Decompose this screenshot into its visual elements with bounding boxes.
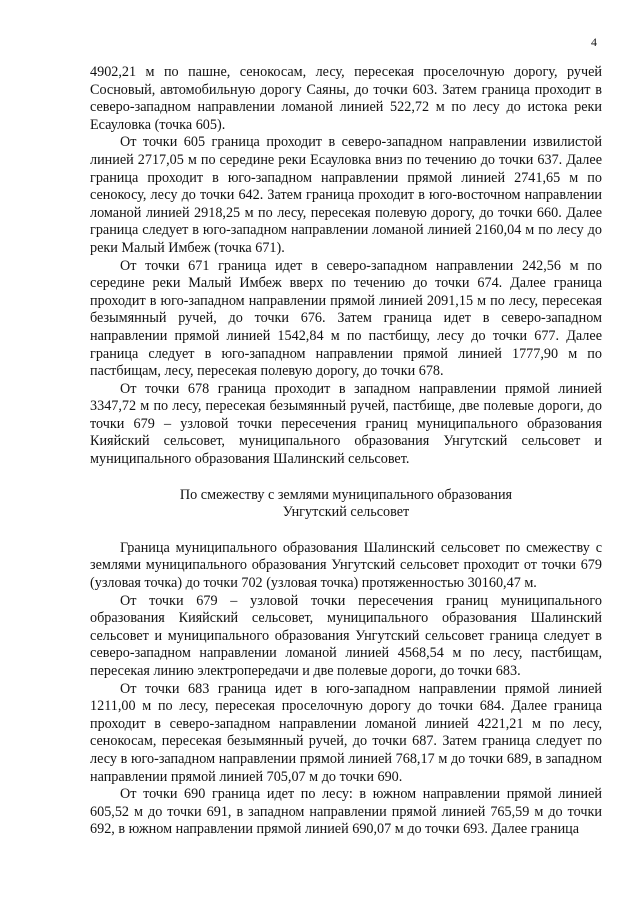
paragraph-point-605: От точки 605 граница проходит в северо-западном направлении извилистой линией 2717,05 м по середине реки Есауловка вниз по течению до точки 637. Далее граница проходит в юго-западном направлении прямой линией 2741,65 м по сенокосу, лесу до точки 642. Затем граница проходит в юго-восточном направлении ломаной линией 2918,25 м по лесу, пересекая полевую дорогу, до точки 660. Далее граница следует в юго-западном направлении ломаной линией 2160,04 м по лесу до реки Малый Имбеж (точка 671).	[90, 134, 602, 256]
paragraph-boundary-summary: Граница муниципального образования Шалинский сельсовет по смежеству с землями муниципального образования Унгутский сельсовет проходит от точки 679 (узловая точка) до точки 702 (узловая точка) протяженностью 30160,47 м.	[90, 539, 602, 592]
paragraph-point-690: От точки 690 граница идет по лесу: в южном направлении прямой линией 605,52 м до точки 691, в западном направлении прямой линией 765,59 м до точки 692, в южном направлении прямой линией 690,07 м до точки 693. Далее граница	[90, 786, 602, 838]
section-heading-line-1: По смежеству с землями муниципального образования	[179, 486, 513, 503]
paragraph-point-671: От точки 671 граница идет в северо-западном направлении 242,56 м по середине реки Малый Имбеж вверх по течению до точки 674. Далее граница проходит в юго-западном направлении прямой линией 2091,15 м по лесу, пересекая безымянный ручей, до точки 676. Затем граница идет в северо-западном направлении прямой линией 1542,84 м по пастбищу, лесу до точки 677. Далее граница следует в юго-западном направлении прямой линией 1777,90 м по пастбищам, лесу, пересекая полевую дорогу, до точки 678.	[90, 257, 602, 380]
paragraph-continuation: 4902,21 м по пашне, сенокосам, лесу, пересекая проселочную дорогу, ручей Сосновый, автомобильную дорогу Саяны, до точки 603. Затем граница проходит в северо-западном направлении ломаной линией 522,72 м по лесу до истока реки Есауловка (точка 605).	[90, 64, 602, 133]
document-body	[90, 64, 602, 839]
paragraph-point-683: От точки 683 граница идет в юго-западном направлении прямой линией 1211,00 м по лесу, пересекая проселочную дорогу до точки 684. Далее граница проходит в северо-западном направлении ломаной линией 4221,21 м по лесу, сенокосам, пересекая безымянный ручей, до точки 687. Затем граница следует по лесу в юго-западном направлении прямой линией 768,17 м до точки 689, в западном направлении прямой линией 705,07 м до точки 690.	[90, 680, 602, 785]
section-heading	[90, 487, 602, 522]
section-heading-line-2: Унгутский сельсовет	[282, 504, 410, 521]
paragraph-point-678: От точки 678 граница проходит в западном направлении прямой линией 3347,72 м по лесу, пересекая безымянный ручей, пастбище, две полевые дороги, до точки 679 – узловой точки пересечения границ муниципального образования Кияйский сельсовет, муниципального образования Унгутский сельсовет и муниципального образования Шалинский сельсовет.	[90, 380, 602, 468]
paragraph-point-679: От точки 679 – узловой точки пересечения границ муниципального образования Кияйский сельсовет, муниципального образования Шалинский сельсовет и муниципального образования Унгутский сельсовет граница следует в северо-западном направлении ломаной линией 4568,54 м по лесу, пастбищам, пересекая линию электропередачи и две полевые дороги, до точки 683.	[90, 592, 602, 679]
page-number: 4	[591, 35, 597, 49]
